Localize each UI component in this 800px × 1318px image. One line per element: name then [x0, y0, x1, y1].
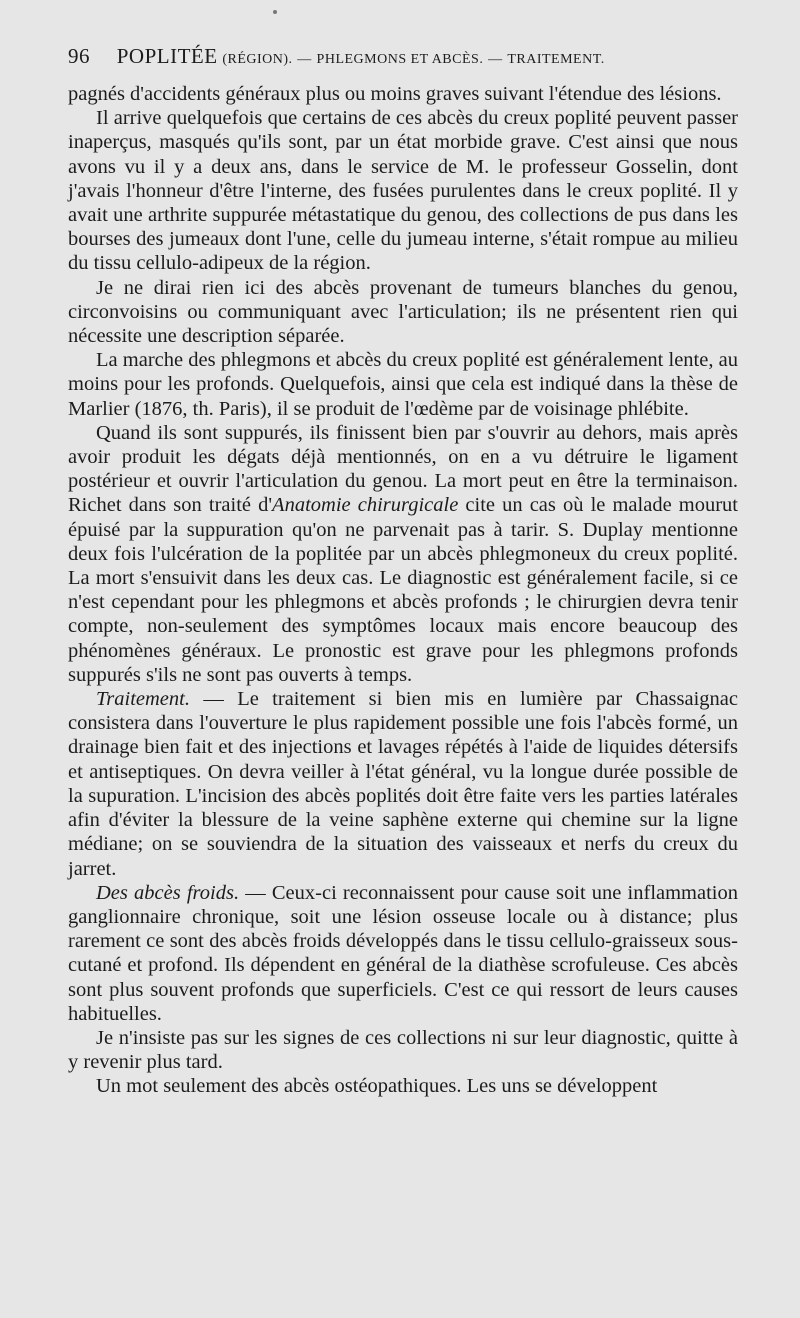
paragraph-text: Quand ils sont suppurés, ils finissent bien par s'ouvrir au dehors, mais après avoir produit les dégats déjà mentionnés, on en a vu détruire le ligament postérieur et ouvrir l'articulation du genou. La mort peut en être la terminaison. Richet dans son traité d': [68, 421, 738, 517]
paragraph-text: cite un cas où le malade mourut épuisé par la suppuration qu'on ne parvenait pas à tarir. S. Duplay mentionne deux fois l'ulcération de la poplitée par un abcès phlegmoneux du creux poplité. La mort s'ensuivit dans les deux cas. Le diagnostic est généralement facile, si ce n'est cependant pour les phlegmons et abcès profonds ; le chirurgien devra tenir compte, non-seulement des symptômes locaux mais encore beaucoup des phénomènes généraux. Le pronostic est grave pour les phlegmons profonds suppurés s'ils ne sont pas ouverts à temps.: [68, 494, 738, 686]
paragraph: [68, 687, 738, 881]
paragraph: [68, 421, 738, 687]
paragraph: Un mot seulement des abcès ostéopathiques. Les uns se développent: [96, 1075, 658, 1098]
header-section: (RÉGION).: [222, 52, 293, 67]
paragraph: [68, 881, 738, 1026]
book-title: Anatomie chirurgicale: [272, 494, 459, 517]
paragraph: Il arrive quelquefois que certains de ces abcès du creux poplité peuvent passer inaperçus, masqués qu'ils sont, par un état morbide grave. C'est ainsi que nous avons vu il y a deux ans, dans le service de M. le professeur Gosselin, dont j'avais l'honneur d'être l'interne, des fusées purulentes dans le creux poplité. Il y avait une arthrite suppurée métastatique du genou, des collections de pus dans les bourses des jumeaux dont l'une, celle du jumeau interne, s'était rompue au milieu du tissu cellulo-adipeux de la région.: [68, 107, 738, 275]
print-speck: [273, 10, 277, 14]
body-text: [68, 82, 738, 1099]
header-separator: —: [297, 52, 312, 67]
paragraph-text: — Le traitement si bien mis en lumière par Chassaignac consistera dans l'ouverture le plus rapidement possible une fois l'abcès formé, un drainage bien fait et des injections et lavages répétés à l'aide de liquides détersifs et antiseptiques. On devra veiller à l'état général, vu la longue durée possible de la supuration. L'incision des abcès poplités doit être faite vers les parties latérales afin d'éviter la blessure de la veine saphène externe qui chemine sur la ligne médiane; on se souviendra de la situation des vaisseaux et nerfs du creux du jarret.: [68, 688, 738, 880]
section-heading: Des abcès froids.: [96, 881, 240, 904]
header-topic: PHLEGMONS ET ABCÈS.: [316, 52, 484, 67]
header-subtopic: TRAITEMENT.: [507, 52, 605, 67]
header-separator: —: [488, 52, 503, 67]
running-header: [68, 44, 738, 74]
header-title: POPLITÉE: [116, 44, 218, 68]
paragraph: Je ne dirai rien ici des abcès provenant de tumeurs blanches du genou, circonvoisins ou communiquant avec l'articulation; ils ne présentent rien qui nécessite une description séparée.: [68, 276, 738, 348]
paragraph: pagnés d'accidents généraux plus ou moins graves suivant l'étendue des lésions.: [68, 83, 722, 105]
paragraph: Je n'insiste pas sur les signes de ces collections ni sur leur diagnostic, quitte à y revenir plus tard.: [68, 1026, 738, 1074]
page-number: 96: [68, 44, 90, 68]
paragraph: La marche des phlegmons et abcès du creux poplité est généralement lente, au moins pour les profonds. Quelquefois, ainsi que cela est indiqué dans la thèse de Marlier (1876, th. Paris), il se produit de l'œdème par de voisinage phlébite.: [68, 349, 738, 420]
paragraph-text: — Ceux-ci reconnaissent pour cause soit une inflammation ganglionnaire chronique, soit une lésion osseuse locale ou à distance; plus rarement ce sont des abcès froids développés dans le tissu cellulo-graisseux sous-cutané et profond. Ils dépendent en général de la diathèse scrofuleuse. Ces abcès sont plus souvent profonds que superficiels. C'est ce qui ressort de leurs causes habituelles.: [68, 881, 738, 1025]
section-heading: Traitement.: [96, 688, 190, 711]
